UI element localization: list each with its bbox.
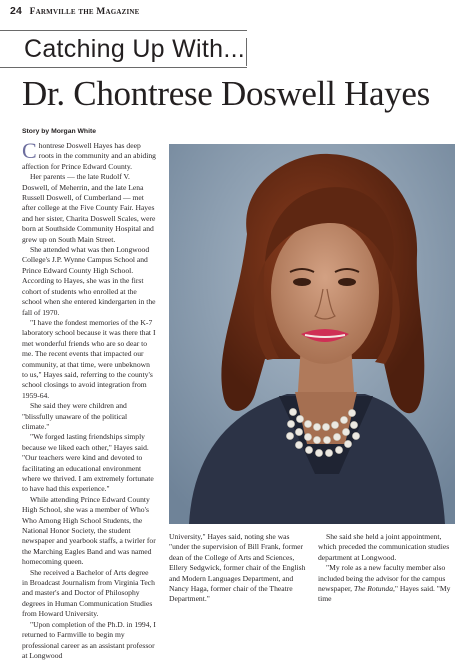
article-column-3 — [318, 532, 455, 605]
drop-cap: C — [22, 138, 37, 163]
paragraph: She said they were children and "blissfully unaware of the political climate." — [22, 401, 128, 431]
section-kicker: Catching Up With... — [24, 35, 246, 63]
paragraph-text: ," Hayes said. "My time — [318, 584, 451, 604]
portrait-photo — [169, 144, 455, 524]
paragraph: She attended what was then Longwood College's J.P. Wynne Campus School and Prince Edward County High School. According to Hayes, she was in the first cohort of students who enrolled at the school when she entered kindergarten in the fall of 1970. — [22, 245, 156, 317]
article-title: Dr. Chontrese Doswell Hayes — [22, 74, 430, 113]
article-column-1 — [22, 138, 156, 661]
byline: Story by Morgan White — [22, 128, 97, 135]
paragraph: Her parents — the late Rudolf V. Doswell, of Meherrin, and the late Lena Russell Doswell, of Cumberland — met after college at the Five County Fair. Hayes and her sister, Charita Doswell Scales, were born at Southside Community Hospital and grew up on South Main Street. — [22, 172, 156, 244]
kicker-rule-top — [0, 30, 247, 31]
paragraph: While attending Prince Edward County High School, she was a member of Who's Who Among High School Students, the National Honor Society, the student newspaper and yearbook staffs, a twirler for the Marching Eagles Band and was named homecoming queen. — [22, 494, 156, 567]
paragraph: She received a Bachelor of Arts degree in Broadcast Journalism from Virginia Tech and master's and Doctor of Philosophy degrees in Human Communication Studies from Howard University. — [22, 567, 155, 619]
paragraph — [22, 138, 156, 172]
paragraph: "I have the fondest memories of the K-7 laboratory school because it was there that I met wonderful friends who are so dear to me. The recent events that impacted our community, at that time, were unbeknown to us," Hayes said, referring to the county's school closings to avoid integration from 1959-64. — [22, 317, 156, 400]
paragraph: "Upon completion of the Ph.D. in 1994, I returned to Farmville to begin my professional career as an assistant professor at Longwood — [22, 619, 156, 660]
magazine-name: Farmville the Magazine — [29, 7, 140, 17]
paragraph — [318, 563, 455, 605]
page-number: 24 — [10, 5, 23, 17]
running-header — [10, 5, 140, 17]
publication-name: The Rotunda — [353, 584, 393, 594]
paragraph: "We forged lasting friendships simply because we liked each other," Hayes said. "Our teachers were kind and devoted to facilitating an educational environment where we thrived. I am extremely fortunate to have had this experience." — [22, 432, 154, 494]
kicker-rule-bottom — [0, 67, 247, 68]
paragraph-text: hontrese Doswell Hayes has deep roots in the community and an abiding affection for Prince Edward County. — [22, 141, 156, 171]
kicker-rule-vertical — [246, 38, 247, 66]
paragraph: She said she held a joint appointment, which preceded the communication studies department at Longwood. — [318, 532, 450, 562]
paragraph-text: "My role as a new faculty member also included being the advisor for the campus newspaper, — [318, 563, 446, 594]
article-column-2 — [169, 532, 306, 605]
paragraph: University," Hayes said, noting she was "under the supervision of Bill Frank, former dean of the College of Arts and Sciences, Ellery Sedgwick, former chair of the English and Modern Languages Department, and Nancy Haga, former chair of the Theatre Department." — [169, 532, 306, 604]
